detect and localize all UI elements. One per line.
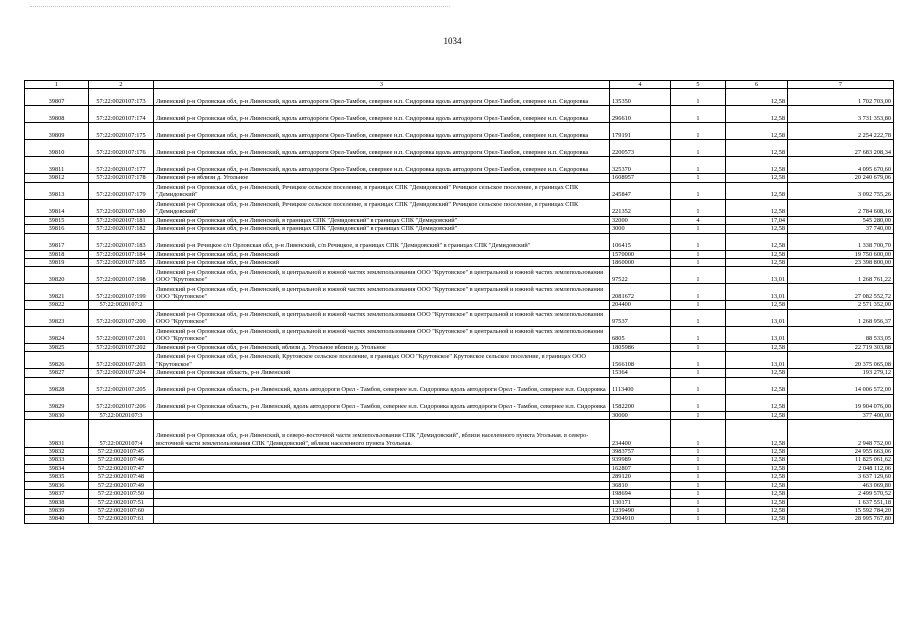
area-cell: 1582200 xyxy=(610,394,671,411)
value-cell: 2 048 112,06 xyxy=(788,464,894,472)
value-cell: 28 995 767,80 xyxy=(788,515,894,523)
count-cell: 1 xyxy=(671,259,726,267)
table-row xyxy=(25,309,894,326)
cadastral-number-cell: 57:22:0020107:206 xyxy=(89,394,154,411)
address-cell: Ливенский р-н Орловская обл, р-н Ливенский, в границах СПК "Демидовский" в границах СПК "Демидовский" xyxy=(154,216,610,224)
cadastral-number-cell: 57:22:0020107:46 xyxy=(89,456,154,464)
rate-cell: 13,01 xyxy=(726,352,788,369)
address-cell: Ливенский р-н Орловская обл, р-н Ливенский, в центральной и южной частях землепользования ООО "Крутовское" в центральной и южной частях землепользования ООО "Крутовское" xyxy=(154,284,610,301)
area-cell: 289120 xyxy=(610,473,671,481)
value-cell: 1 702 703,00 xyxy=(788,89,894,106)
rate-cell: 17,04 xyxy=(726,216,788,224)
address-cell: Ливенский р-н Орловская обл, р-н Ливенский, вдоль автодороги Орел-Тамбов, севернее н.п. Сидоровка вдоль автодороги Орел-Тамбов, севернее н.п. Сидоровка xyxy=(154,140,610,157)
address-cell: Ливенский р-н Орловская обл, р-н Ливенский xyxy=(154,250,610,258)
row-number-cell: 39827 xyxy=(25,369,89,377)
rate-cell: 12,58 xyxy=(726,481,788,489)
count-cell: 1 xyxy=(671,343,726,351)
count-cell: 1 xyxy=(671,326,726,343)
address-cell: Ливенский р-н Орловская обл, р-н Ливенский, вдоль автодороги Орел-Тамбов, севернее н.п. Сидоровка вдоль автодороги Орел-Тамбов, севернее н.п. Сидоровка xyxy=(154,106,610,123)
row-number-cell: 39828 xyxy=(25,377,89,394)
value-cell: 2 784 608,16 xyxy=(788,199,894,216)
table-row xyxy=(25,506,894,514)
count-cell: 1 xyxy=(671,233,726,250)
address-cell xyxy=(154,506,610,514)
row-number-cell: 39835 xyxy=(25,473,89,481)
address-cell xyxy=(154,481,610,489)
table-row xyxy=(25,473,894,481)
count-cell: 1 xyxy=(671,473,726,481)
address-cell: Ливенский р-н Орловская обл, р-н Ливенский, Крутовское сельское поселение, в границах ООО "Крутовское" Крутовское сельское поселение, в границах ООО "Крутовское" xyxy=(154,352,610,369)
area-cell: 204400 xyxy=(610,301,671,309)
header-cell: 2 xyxy=(89,81,154,89)
cadastral-number-cell: 57:22:0020107:47 xyxy=(89,464,154,472)
value-cell: 19 904 076,00 xyxy=(788,394,894,411)
table-row xyxy=(25,250,894,258)
count-cell: 1 xyxy=(671,199,726,216)
rate-cell: 12,58 xyxy=(726,123,788,140)
value-cell: 27 683 208,34 xyxy=(788,140,894,157)
rate-cell: 12,58 xyxy=(726,456,788,464)
header-cell: 4 xyxy=(610,81,671,89)
cadastral-number-cell: 57:22:0020107:173 xyxy=(89,89,154,106)
area-cell: 2200573 xyxy=(610,140,671,157)
value-cell: 14 006 572,00 xyxy=(788,377,894,394)
count-cell: 1 xyxy=(671,284,726,301)
rate-cell: 12,58 xyxy=(726,301,788,309)
row-number-cell: 39817 xyxy=(25,233,89,250)
area-cell: 15364 xyxy=(610,369,671,377)
cadastral-number-cell: 57:22:0020107:203 xyxy=(89,352,154,369)
area-cell: 1805986 xyxy=(610,343,671,351)
count-cell: 1 xyxy=(671,89,726,106)
count-cell: 4 xyxy=(671,216,726,224)
rate-cell: 12,58 xyxy=(726,89,788,106)
cadastral-number-cell: 57:22:0020107:185 xyxy=(89,259,154,267)
cadastral-number-cell: 57:22:0020107:176 xyxy=(89,140,154,157)
row-number-cell: 39823 xyxy=(25,309,89,326)
area-cell: 97522 xyxy=(610,267,671,284)
value-cell: 22 719 303,88 xyxy=(788,343,894,351)
address-cell: Ливенский р-н Орловская обл, р-н Ливенский, вблизи д. Угольное вблизи д. Угольное xyxy=(154,343,610,351)
count-cell: 1 xyxy=(671,411,726,419)
count-cell: 1 xyxy=(671,140,726,157)
value-cell: 23 398 800,00 xyxy=(788,259,894,267)
rate-cell: 12,58 xyxy=(726,473,788,481)
rate-cell: 12,58 xyxy=(726,411,788,419)
rate-cell: 12,58 xyxy=(726,394,788,411)
count-cell: 1 xyxy=(671,490,726,498)
table-row xyxy=(25,456,894,464)
rate-cell: 12,58 xyxy=(726,464,788,472)
row-number-cell: 39813 xyxy=(25,182,89,199)
value-cell: 3 092 755,26 xyxy=(788,182,894,199)
area-cell: 30000 xyxy=(610,411,671,419)
page-number: 1034 xyxy=(443,36,462,46)
count-cell: 1 xyxy=(671,225,726,233)
table-row xyxy=(25,515,894,523)
row-number-cell: 39830 xyxy=(25,411,89,419)
value-cell: 11 825 061,62 xyxy=(788,456,894,464)
row-number-cell: 39807 xyxy=(25,89,89,106)
value-cell: 1 268 956,37 xyxy=(788,309,894,326)
table-row xyxy=(25,199,894,216)
cadastral-number-cell: 57:22:0020107:198 xyxy=(89,267,154,284)
cadastral-number-cell: 57:22:0020107:200 xyxy=(89,309,154,326)
row-number-cell: 39818 xyxy=(25,250,89,258)
area-cell: 3000 xyxy=(610,225,671,233)
count-cell: 1 xyxy=(671,250,726,258)
rate-cell: 13,01 xyxy=(726,326,788,343)
table-row xyxy=(25,369,894,377)
rate-cell: 12,58 xyxy=(726,420,788,448)
cadastral-number-cell: 57:22:0020107:184 xyxy=(89,250,154,258)
address-cell xyxy=(154,464,610,472)
cadastral-number-cell: 57:22:0020107:202 xyxy=(89,343,154,351)
count-cell: 1 xyxy=(671,394,726,411)
count-cell: 1 xyxy=(671,456,726,464)
area-cell: 32000 xyxy=(610,216,671,224)
table-row xyxy=(25,174,894,182)
value-cell: 37 740,00 xyxy=(788,225,894,233)
area-cell: 3983757 xyxy=(610,448,671,456)
cadastral-number-cell: 57:22:0020107:180 xyxy=(89,199,154,216)
address-cell: Ливенский р-н Речицкое с/п Орловская обл, р-н Ливенский, с/п Речицкое, в границах СПК "Демидовский" в границах СПК "Демидовский" xyxy=(154,233,610,250)
area-cell: 296610 xyxy=(610,106,671,123)
area-cell: 162807 xyxy=(610,464,671,472)
table-row xyxy=(25,182,894,199)
cadastral-number-cell: 57:22:0020107:175 xyxy=(89,123,154,140)
cadastral-number-cell: 57:22:0020107:45 xyxy=(89,448,154,456)
header-cell: 5 xyxy=(671,81,726,89)
value-cell: 1 637 551,18 xyxy=(788,498,894,506)
rate-cell: 12,58 xyxy=(726,498,788,506)
value-cell: 463 069,80 xyxy=(788,481,894,489)
count-cell: 1 xyxy=(671,481,726,489)
rate-cell: 12,58 xyxy=(726,259,788,267)
table-row xyxy=(25,343,894,351)
area-cell: 1566108 xyxy=(610,352,671,369)
area-cell: 939989 xyxy=(610,456,671,464)
row-number-cell: 39838 xyxy=(25,498,89,506)
row-number-cell: 39826 xyxy=(25,352,89,369)
cadastral-number-cell: 57:22:0020107:50 xyxy=(89,490,154,498)
count-cell: 1 xyxy=(671,369,726,377)
header-row xyxy=(25,81,894,89)
count-cell: 1 xyxy=(671,174,726,182)
cadastral-number-cell: 57:22:0020107:205 xyxy=(89,377,154,394)
row-number-cell: 39810 xyxy=(25,140,89,157)
value-cell: 2 571 352,00 xyxy=(788,301,894,309)
table-row xyxy=(25,352,894,369)
count-cell: 1 xyxy=(671,309,726,326)
value-cell: 2 499 570,52 xyxy=(788,490,894,498)
address-cell xyxy=(154,456,610,464)
header-cell: 7 xyxy=(788,81,894,89)
address-cell: Ливенский р-н Орловская обл, р-н Ливенский, в центральной и южной частях землепользования ООО "Крутовское" в центральной и южной частях землепользования ООО "Крутовское" xyxy=(154,267,610,284)
rate-cell: 12,58 xyxy=(726,174,788,182)
count-cell: 1 xyxy=(671,157,726,174)
value-cell: 4 095 670,60 xyxy=(788,157,894,174)
cadastral-number-cell: 57:22:0020107:177 xyxy=(89,157,154,174)
address-cell: Ливенский р-н Орловская обл, р-н Ливенский, Речицкое сельское поселение, в границах СПК "Демидовский" Речицкое сельское поселение, в границах СПК "Демидовский" xyxy=(154,199,610,216)
table-row xyxy=(25,420,894,448)
cadastral-number-cell: 57:22:0020107:204 xyxy=(89,369,154,377)
rate-cell: 12,58 xyxy=(726,182,788,199)
value-cell: 24 955 663,06 xyxy=(788,448,894,456)
rate-cell: 12,58 xyxy=(726,448,788,456)
address-cell: Ливенский р-н вблизи д. Угольное xyxy=(154,174,610,182)
row-number-cell: 39816 xyxy=(25,225,89,233)
table-row xyxy=(25,140,894,157)
address-cell xyxy=(154,515,610,523)
address-cell: Ливенский р-н Орловская обл, р-н Ливенский, вдоль автодороги Орел-Тамбов, севернее н.п. Сидоровка вдоль автодороги Орел-Тамбов, севернее н.п. Сидоровка xyxy=(154,123,610,140)
table-row xyxy=(25,301,894,309)
row-number-cell: 39819 xyxy=(25,259,89,267)
address-cell xyxy=(154,448,610,456)
table-row xyxy=(25,490,894,498)
count-cell: 1 xyxy=(671,506,726,514)
value-cell: 15 592 784,20 xyxy=(788,506,894,514)
count-cell: 1 xyxy=(671,182,726,199)
header-cell: 6 xyxy=(726,81,788,89)
area-cell: 1113400 xyxy=(610,377,671,394)
value-cell: 1 338 700,70 xyxy=(788,233,894,250)
table-row xyxy=(25,106,894,123)
row-number-cell: 39833 xyxy=(25,456,89,464)
row-number-cell: 39829 xyxy=(25,394,89,411)
count-cell: 1 xyxy=(671,106,726,123)
cadastral-number-cell: 57:22:0020107:4 xyxy=(89,420,154,448)
address-cell xyxy=(154,490,610,498)
row-number-cell: 39839 xyxy=(25,506,89,514)
table-row xyxy=(25,481,894,489)
address-cell: Ливенский р-н Орловская обл, р-н Ливенский, вдоль автодороги Орел-Тамбов, севернее н.п. Сидоровка вдоль автодороги Орел-Тамбов, севернее н.п. Сидоровка xyxy=(154,157,610,174)
area-cell: 221352 xyxy=(610,199,671,216)
header-cell: 1 xyxy=(25,81,89,89)
area-cell: 245847 xyxy=(610,182,671,199)
table-row xyxy=(25,377,894,394)
address-cell: Ливенский р-н Орловская обл, р-н Ливенский, в границах СПК "Демидовский" в границах СПК "Демидовский" xyxy=(154,225,610,233)
header-cell: 3 xyxy=(154,81,610,89)
address-cell: Ливенский р-н Орловская область, р-н Ливенский xyxy=(154,369,610,377)
area-cell: 198694 xyxy=(610,490,671,498)
count-cell: 1 xyxy=(671,301,726,309)
area-cell: 179191 xyxy=(610,123,671,140)
rate-cell: 13,01 xyxy=(726,284,788,301)
cadastral-number-cell: 57:22:0020107:51 xyxy=(89,498,154,506)
value-cell: 377 400,00 xyxy=(788,411,894,419)
rate-cell: 12,58 xyxy=(726,250,788,258)
rate-cell: 12,58 xyxy=(726,106,788,123)
cadastral-number-cell: 57:22:0020107:183 xyxy=(89,233,154,250)
address-cell: Ливенский р-н Орловская обл, р-н Ливенский, в северо-восточной части землепользования СПК "Демидовский", вблизи населенного пункта Угольная. в северо-восточной части землепользования СПК "Демидовский", вблизи населенного пункта Угольная. xyxy=(154,420,610,448)
value-cell: 88 533,05 xyxy=(788,326,894,343)
cadastral-number-cell: 57:22:0020107:201 xyxy=(89,326,154,343)
address-cell: Ливенский р-н Орловская область, р-н Ливенский, вдоль автодороги Орел - Тамбов, севернее н.п. Сидоровка вдоль автодороги Орел - Тамбов, севернее н.п. Сидоровка xyxy=(154,394,610,411)
address-cell xyxy=(154,473,610,481)
count-cell: 1 xyxy=(671,448,726,456)
row-number-cell: 39815 xyxy=(25,216,89,224)
row-number-cell: 39814 xyxy=(25,199,89,216)
address-cell: Ливенский р-н Орловская обл, р-н Ливенский, в центральной и южной частях землепользования ООО "Крутовское" в центральной и южной частях землепользования ООО "Крутовское" xyxy=(154,326,610,343)
rate-cell: 12,58 xyxy=(726,225,788,233)
rate-cell: 12,58 xyxy=(726,515,788,523)
table-row xyxy=(25,225,894,233)
value-cell: 1 268 761,22 xyxy=(788,267,894,284)
rate-cell: 12,58 xyxy=(726,490,788,498)
value-cell: 2 254 222,78 xyxy=(788,123,894,140)
table-row xyxy=(25,267,894,284)
cadastral-number-cell: 57:22:0020107:49 xyxy=(89,481,154,489)
count-cell: 1 xyxy=(671,515,726,523)
rate-cell: 12,58 xyxy=(726,233,788,250)
row-number-cell: 39837 xyxy=(25,490,89,498)
table-row xyxy=(25,157,894,174)
area-cell: 130171 xyxy=(610,498,671,506)
rate-cell: 12,58 xyxy=(726,157,788,174)
row-number-cell: 39840 xyxy=(25,515,89,523)
rate-cell: 12,58 xyxy=(726,377,788,394)
address-cell: Ливенский р-н Орловская обл, р-н Ливенский, вдоль автодороги Орел-Тамбов, севернее н.п. Сидоровка вдоль автодороги Орел-Тамбов, севернее н.п. Сидоровка xyxy=(154,89,610,106)
rate-cell: 13,01 xyxy=(726,309,788,326)
rate-cell: 12,58 xyxy=(726,199,788,216)
cadastral-number-cell: 57:22:0020107:60 xyxy=(89,506,154,514)
cadastral-number-cell: 57:22:0020107:178 xyxy=(89,174,154,182)
row-number-cell: 39824 xyxy=(25,326,89,343)
cadastral-number-cell: 57:22:0020107:181 xyxy=(89,216,154,224)
row-number-cell: 39836 xyxy=(25,481,89,489)
address-cell xyxy=(154,301,610,309)
area-cell: 234400 xyxy=(610,420,671,448)
value-cell: 3 731 353,80 xyxy=(788,106,894,123)
cadastral-number-cell: 57:22:0020107:199 xyxy=(89,284,154,301)
count-cell: 1 xyxy=(671,498,726,506)
area-cell: 2304910 xyxy=(610,515,671,523)
cadastral-number-cell: 57:22:0020107:48 xyxy=(89,473,154,481)
cadastral-number-cell: 57:22:0020107:174 xyxy=(89,106,154,123)
value-cell: 545 280,00 xyxy=(788,216,894,224)
area-cell: 1570000 xyxy=(610,250,671,258)
row-number-cell: 39811 xyxy=(25,157,89,174)
value-cell: 193 279,12 xyxy=(788,369,894,377)
area-cell: 1239490 xyxy=(610,506,671,514)
area-cell: 1860000 xyxy=(610,259,671,267)
table-row xyxy=(25,394,894,411)
table-row xyxy=(25,326,894,343)
area-cell: 36810 xyxy=(610,481,671,489)
row-number-cell: 39821 xyxy=(25,284,89,301)
rate-cell: 12,58 xyxy=(726,506,788,514)
value-cell: 19 750 600,00 xyxy=(788,250,894,258)
row-number-cell: 39812 xyxy=(25,174,89,182)
area-cell: 6805 xyxy=(610,326,671,343)
rate-cell: 12,58 xyxy=(726,343,788,351)
area-cell: 106415 xyxy=(610,233,671,250)
cadastral-number-cell: 57:22:0020107:2 xyxy=(89,301,154,309)
value-cell: 20 375 065,08 xyxy=(788,352,894,369)
value-cell: 27 082 552,72 xyxy=(788,284,894,301)
count-cell: 1 xyxy=(671,464,726,472)
area-cell: 1608957 xyxy=(610,174,671,182)
cadastral-number-cell: 57:22:0020107:182 xyxy=(89,225,154,233)
value-cell: 3 637 129,60 xyxy=(788,473,894,481)
count-cell: 1 xyxy=(671,352,726,369)
rate-cell: 13,01 xyxy=(726,267,788,284)
cadastral-number-cell: 57:22:0020107:179 xyxy=(89,182,154,199)
cadastral-register-table xyxy=(24,80,894,524)
count-cell: 1 xyxy=(671,420,726,448)
row-number-cell: 39808 xyxy=(25,106,89,123)
address-cell xyxy=(154,498,610,506)
table-row xyxy=(25,411,894,419)
address-cell: Ливенский р-н Орловская обл, р-н Ливенский, в центральной и южной частях землепользования ООО "Крутовское" в центральной и южной частях землепользования ООО "Крутовское" xyxy=(154,309,610,326)
table-row xyxy=(25,284,894,301)
count-cell: 1 xyxy=(671,267,726,284)
area-cell: 325370 xyxy=(610,157,671,174)
table-row xyxy=(25,464,894,472)
table-row xyxy=(25,123,894,140)
address-cell: Ливенский р-н Орловская обл, р-н Ливенский xyxy=(154,259,610,267)
area-cell: 97537 xyxy=(610,309,671,326)
area-cell: 2081672 xyxy=(610,284,671,301)
table-row xyxy=(25,259,894,267)
rate-cell: 12,58 xyxy=(726,140,788,157)
value-cell: 2 948 752,00 xyxy=(788,420,894,448)
cadastral-number-cell: 57:22:0020107:61 xyxy=(89,515,154,523)
count-cell: 1 xyxy=(671,123,726,140)
table-row xyxy=(25,233,894,250)
count-cell: 1 xyxy=(671,377,726,394)
cadastral-number-cell: 57:22:0020107:3 xyxy=(89,411,154,419)
row-number-cell: 39834 xyxy=(25,464,89,472)
row-number-cell: 39809 xyxy=(25,123,89,140)
area-cell: 135350 xyxy=(610,89,671,106)
row-number-cell: 39820 xyxy=(25,267,89,284)
row-number-cell: 39822 xyxy=(25,301,89,309)
value-cell: 20 240 679,06 xyxy=(788,174,894,182)
row-number-cell: 39831 xyxy=(25,420,89,448)
table-row xyxy=(25,89,894,106)
row-number-cell: 39832 xyxy=(25,448,89,456)
address-cell xyxy=(154,411,610,419)
address-cell: Ливенский р-н Орловская обл, р-н Ливенский, Речицкое сельское поселение, в границах СПК "Демидовский" Речицкое сельское поселение, в границах СПК "Демидовский" xyxy=(154,182,610,199)
table-body xyxy=(25,89,894,523)
scan-noise xyxy=(30,6,450,17)
table-row xyxy=(25,498,894,506)
table-row xyxy=(25,448,894,456)
rate-cell: 12,58 xyxy=(726,369,788,377)
address-cell: Ливенский р-н Орловская область, р-н Ливенский, вдоль автодороги Орел - Тамбов, севернее н.п. Сидоровка вдоль автодороги Орел - Тамбов, севернее н.п. Сидоровка xyxy=(154,377,610,394)
row-number-cell: 39825 xyxy=(25,343,89,351)
table-row xyxy=(25,216,894,224)
